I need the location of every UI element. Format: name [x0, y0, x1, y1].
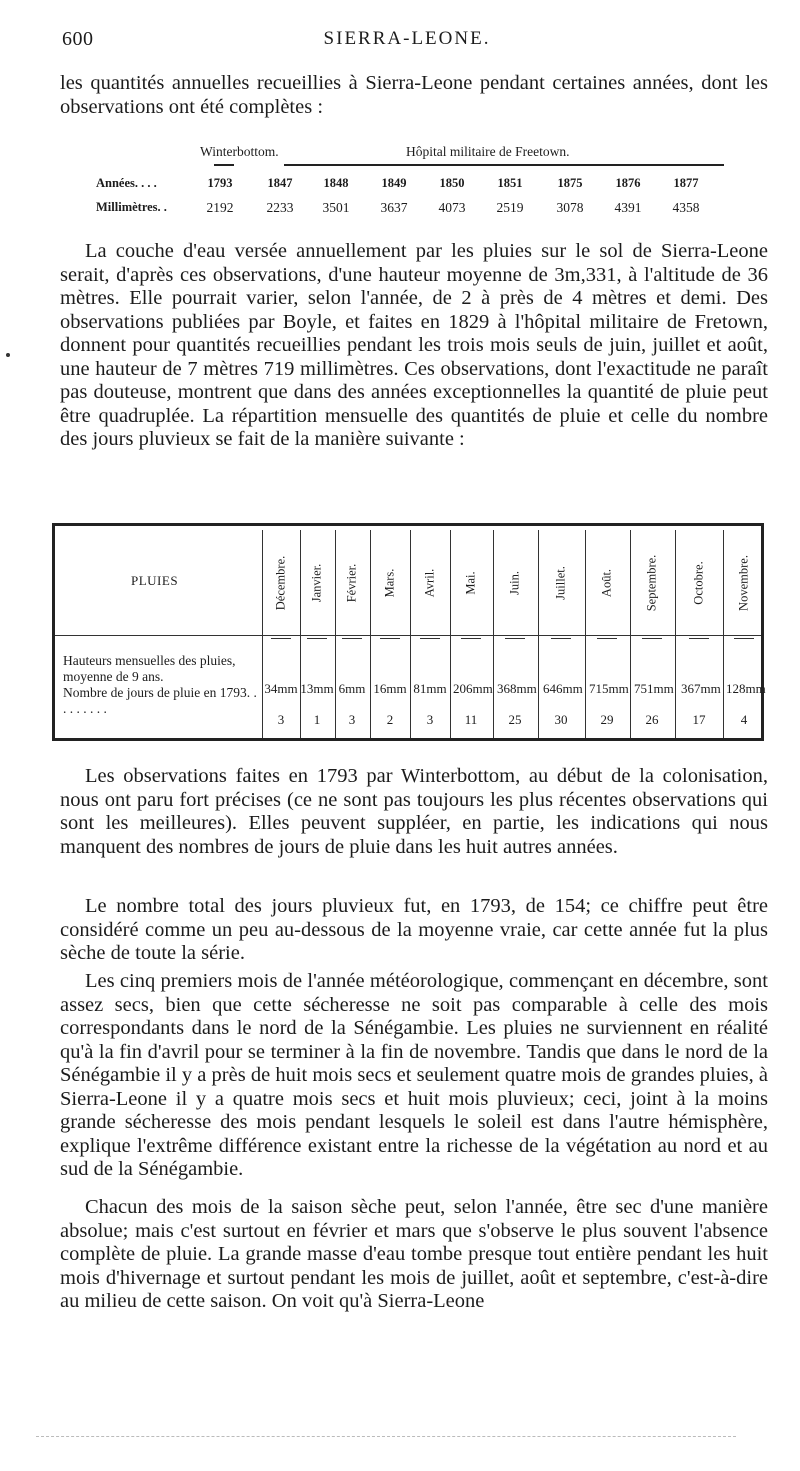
rule-hospital	[284, 164, 724, 166]
running-title: SIERRA-LEONE.	[323, 28, 491, 49]
millimetres-row-label: Millimètres. .	[96, 200, 167, 214]
annual-rainfall-table	[96, 140, 746, 220]
height-cell: 367mm	[681, 681, 721, 696]
millimetre-cell: 4358	[672, 200, 700, 215]
year-cell: 1848	[323, 176, 349, 190]
intro-paragraph	[60, 72, 768, 119]
month-header: Juin.	[507, 570, 522, 595]
paragraph-3-text: Le nombre total des jours pluvieux fut, en 1793, de 154; ce chiffre peut être considéré comme un peu au-dessous de la moyenne vraie, car cette année fut la plus sèche de toute la série.	[60, 895, 768, 964]
page-number: 600	[62, 28, 94, 50]
column-divider	[370, 530, 371, 738]
year-cell: 1877	[673, 176, 699, 190]
millimetre-cell: 3501	[322, 200, 350, 215]
column-dash	[461, 638, 481, 639]
source-hospital: Hôpital militaire de Freetown.	[406, 144, 570, 159]
paragraph-4	[60, 970, 768, 1182]
month-header: Avril.	[422, 568, 437, 597]
paragraph-4-text: Les cinq premiers mois de l'année météorologique, commençant en décembre, sont assez secs, bien que cette sécheresse ne soit pas comparable à celle des mois correspondants dans le nord de la Sénégambie. Les pluies ne surviennent en réalité qu'à la fin d'avril pour se terminer à la fin de novembre. Tandis que dans le nord de la Sénégambie il y a près de huit mois secs et seulement quatre mois de grandes pluies, à Sierra-Leone il y a quatre mois secs et huit mois pluvieux; ceci, joint à la moins grande sécheresse des mois pendant lesquels le soleil est dans l'autre hémisphère, explique l'extrême différence existant entre la richesse de la végétation au nord et au sud de la Sénégambie.	[60, 970, 768, 1180]
source-winterbottom: Winterbottom.	[200, 144, 279, 159]
column-divider	[585, 530, 586, 738]
margin-mark	[6, 353, 10, 357]
height-cell: 34mm	[264, 681, 298, 696]
pluies-header: PLUIES	[131, 573, 179, 588]
year-cell: 1847	[267, 176, 293, 190]
paragraph-3	[60, 895, 768, 966]
month-header: Juillet.	[553, 565, 568, 600]
running-head	[62, 28, 752, 56]
days-cell: 2	[386, 712, 394, 727]
paragraph-1	[60, 240, 768, 452]
column-divider	[493, 530, 494, 738]
intro-text: les quantités annuelles recueillies à Sierra-Leone pendant certaines années, dont les observations ont été complètes :	[60, 72, 768, 118]
millimetre-cell: 2192	[206, 200, 234, 215]
column-divider	[723, 530, 724, 738]
row-labels	[63, 653, 261, 717]
column-dash	[689, 638, 709, 639]
days-row-label: Nombre de jours de pluie en 1793. . . . . . . . .	[63, 685, 257, 716]
month-header: Février.	[344, 563, 359, 602]
header-divider	[55, 635, 761, 636]
column-dash	[307, 638, 327, 639]
years-row-label: Années. . . .	[96, 176, 157, 190]
column-divider	[675, 530, 676, 738]
column-dash	[597, 638, 617, 639]
height-cell: 81mm	[413, 681, 447, 696]
year-cell: 1876	[615, 176, 641, 190]
column-divider	[410, 530, 411, 738]
millimetre-cell: 2233	[266, 200, 294, 215]
paragraph-2-text: Les observations faites en 1793 par Winterbottom, au début de la colonisation, nous ont paru fort précises (ce ne sont pas toujours les plus récentes observations qui sont les meilleures). Elles peuvent suppléer, en partie, les indications qui nous manquent des nombres de jours de pluie dans les huit autres années.	[60, 765, 768, 858]
height-cell: 646mm	[543, 681, 583, 696]
millimetre-cell: 2519	[496, 200, 524, 215]
month-header: Décembre.	[273, 555, 288, 610]
column-dash	[420, 638, 440, 639]
paragraph-1-text: La couche d'eau versée annuellement par les pluies sur le sol de Sierra-Leone serait, d'après ces observations, d'une hauteur moyenne de 3m,331, à l'altitude de 36 mètres. Elle pourrait varier, selon l'année, de 2 à près de 4 mètres et demi. Des observations publiées par Boyle, et faites en 1829 à l'hôpital militaire de Fretown, donnent pour quantités recueillies pendant les trois mois seuls de juin, juillet et août, une hauteur de 7 mètres 719 millimètres. Ces observations, dont l'exactitude ne paraît pas douteuse, montrent que dans des années exceptionnelles la quantité de pluie peut être quadruplée. La répartition mensuelle des quantités de pluie et celle du nombre des jours pluvieux se fait de la manière suivante :	[60, 240, 768, 450]
column-dash	[342, 638, 362, 639]
height-cell: 16mm	[373, 681, 407, 696]
column-dash	[380, 638, 400, 639]
month-header: Mai.	[463, 570, 478, 595]
rule-winterbottom	[214, 164, 234, 166]
month-header: Octobre.	[691, 560, 706, 605]
column-dash	[505, 638, 525, 639]
column-dash	[271, 638, 291, 639]
month-header: Août.	[599, 568, 614, 597]
month-header: Janvier.	[309, 563, 324, 602]
paragraph-5-text: Chacun des mois de la saison sèche peut, selon l'année, être sec d'une manière absolue; mais c'est surtout en février et mars que s'observe le plus souvent l'absence complète de pluie. La grande masse d'eau tombe presque tout entière pendant les huit mois d'hivernage et surtout pendant les mois de juillet, août et septembre, c'est-à-dire au milieu de cette saison. On voit qu'à Sierra-Leone	[60, 1196, 768, 1312]
days-cell: 25	[508, 712, 522, 727]
paragraph-2	[60, 765, 768, 859]
year-cell: 1793	[207, 176, 233, 190]
year-cell: 1875	[557, 176, 583, 190]
column-dash	[642, 638, 662, 639]
days-cell: 3	[348, 712, 356, 727]
column-dash	[551, 638, 571, 639]
height-cell: 368mm	[497, 681, 537, 696]
height-cell: 751mm	[634, 681, 674, 696]
days-cell: 4	[740, 712, 748, 727]
height-cell: 128mm	[726, 681, 766, 696]
days-cell: 29	[600, 712, 614, 727]
millimetre-cell: 3637	[380, 200, 408, 215]
year-cell: 1850	[439, 176, 465, 190]
height-cell: 13mm	[300, 681, 334, 696]
year-cell: 1851	[497, 176, 523, 190]
column-divider	[538, 530, 539, 738]
year-cell: 1849	[381, 176, 407, 190]
height-cell: 715mm	[589, 681, 629, 696]
month-header: Septembre.	[644, 554, 659, 611]
days-cell: 3	[426, 712, 434, 727]
height-cell: 6mm	[338, 681, 366, 696]
millimetre-cell: 4073	[438, 200, 466, 215]
column-divider	[630, 530, 631, 738]
days-cell: 3	[277, 712, 285, 727]
column-dash	[734, 638, 754, 639]
millimetre-cell: 3078	[556, 200, 584, 215]
column-divider	[450, 530, 451, 738]
heights-row-label: Hauteurs mensuelles des pluies, moyenne de 9 ans.	[63, 653, 236, 684]
days-cell: 17	[692, 712, 706, 727]
days-cell: 11	[464, 712, 478, 727]
paragraph-5	[60, 1196, 768, 1314]
days-cell: 30	[554, 712, 568, 727]
days-cell: 1	[313, 712, 321, 727]
month-header: Mars.	[382, 568, 397, 597]
bottom-rule	[36, 1436, 736, 1437]
month-header: Novembre.	[736, 554, 751, 611]
days-cell: 26	[645, 712, 659, 727]
monthly-rainfall-table	[52, 523, 764, 741]
height-cell: 206mm	[453, 681, 493, 696]
millimetre-cell: 4391	[614, 200, 642, 215]
